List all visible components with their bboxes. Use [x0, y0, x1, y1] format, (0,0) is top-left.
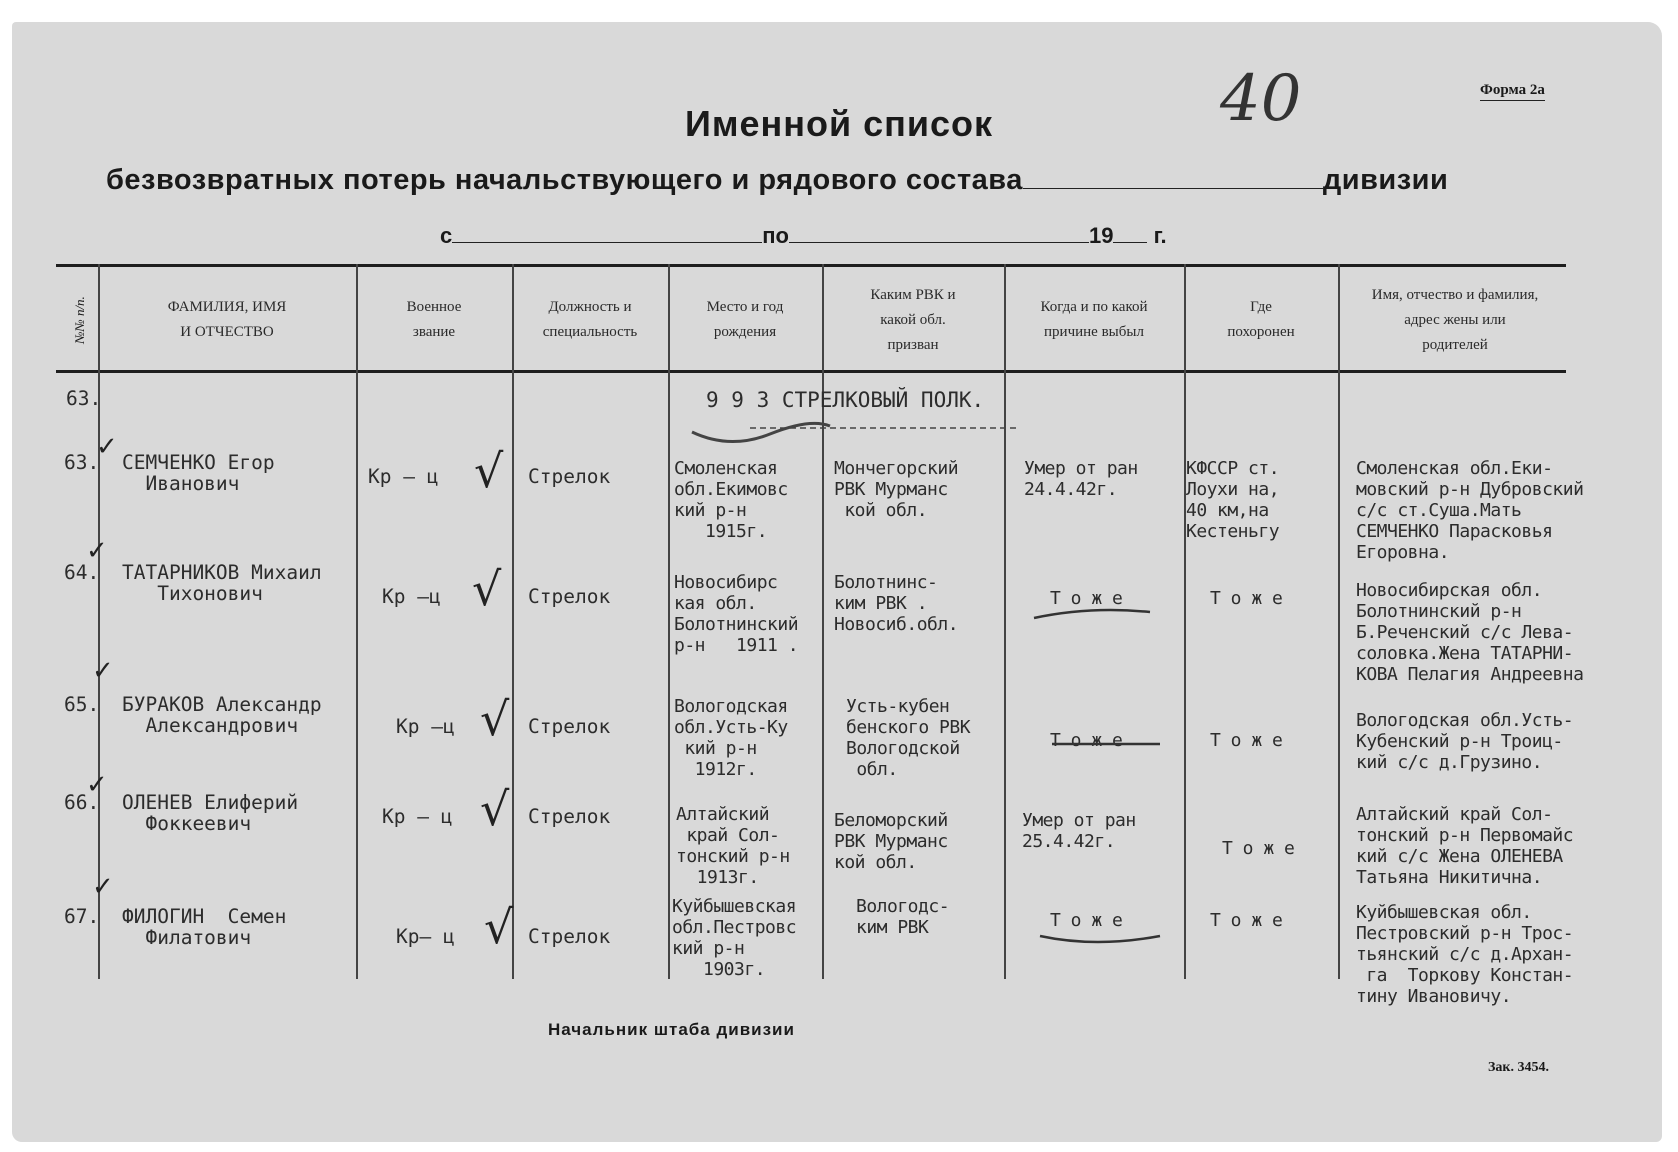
column-divider	[1338, 264, 1340, 979]
burial-place: Т о ж е	[1210, 730, 1283, 751]
column-divider	[822, 264, 824, 979]
birth-place: Вологодская обл.Усть-Ку кий р-н 1912г.	[674, 696, 788, 780]
column-header-relatives: Имя, отчество и фамилия, адрес жены или родителей	[1371, 286, 1539, 353]
birth-place: Куйбышевская обл.Пестровс кий р-н 1903г.	[672, 896, 797, 980]
row-number: 66.	[64, 791, 100, 814]
row-number: 65.	[64, 693, 100, 716]
loss-reason: Т о ж е	[1050, 910, 1123, 931]
table-header-rule	[56, 370, 1566, 373]
loss-reason: Умер от ран 25.4.42г.	[1022, 810, 1136, 852]
date-from-blank	[452, 242, 762, 243]
check-mark-icon: ✓	[96, 432, 118, 462]
birth-place: Новосибирс кая обл. Болотнинский р-н 1911 .	[674, 572, 799, 656]
column-header-num: №№ п/п.	[72, 296, 88, 344]
pen-underline	[1036, 924, 1176, 948]
soldier-name: БУРАКОВ Александр Александрович	[122, 693, 322, 737]
burial-place: Т о ж е	[1222, 838, 1295, 859]
handwritten-page-number: 40	[1220, 62, 1302, 136]
date-from-label: с	[440, 223, 453, 248]
column-header-when: Когда и по какой причине выбыл	[1040, 299, 1148, 340]
check-mark-icon: √	[480, 782, 510, 836]
burial-place: Т о ж е	[1210, 910, 1283, 931]
soldier-name: СЕМЧЕНКО Егор Иванович	[122, 451, 275, 495]
year-suffix: г.	[1153, 223, 1167, 248]
column-header-buried: Где похоронен	[1227, 299, 1295, 340]
column-header-position: Должность и специальность	[542, 299, 638, 340]
soldier-name: ОЛЕНЕВ Елиферий Фоккеевич	[122, 791, 299, 835]
order-number: Зак. 3454.	[1488, 1060, 1549, 1075]
column-divider	[356, 264, 358, 979]
check-mark-icon: √	[480, 692, 510, 746]
check-mark-icon: ✓	[92, 872, 114, 902]
form-label: Форма 2а	[1480, 82, 1545, 101]
soldier-position: Стрелок	[528, 925, 611, 948]
check-mark-icon: ✓	[92, 656, 114, 686]
regiment-underline	[690, 412, 1030, 446]
row-number: 67.	[64, 905, 100, 928]
row-number: 63.	[64, 451, 100, 474]
table-top-rule	[56, 264, 1566, 267]
regiment-row-number: 63.	[66, 387, 102, 410]
check-mark-icon: √	[474, 444, 504, 498]
year-blank	[1113, 242, 1147, 243]
soldier-rank: Кр – ц	[382, 805, 453, 828]
conscription-office: Вологодс- ким РВК	[856, 896, 950, 938]
relatives-info: Новосибирская обл. Болотнинский р-н Б.Реченский с/с Лева- соловка.Жена ТАТАРНИ- КОВА Пелагия Андреевна	[1356, 580, 1584, 685]
pen-underline	[1030, 604, 1170, 624]
document-subtitle	[106, 164, 1448, 197]
loss-reason: Т о ж е	[1050, 730, 1123, 751]
soldier-position: Стрелок	[528, 805, 611, 828]
column-divider	[1184, 264, 1186, 979]
column-header-rvk: Каким РВК и какой обл. призван	[870, 286, 956, 353]
year-prefix: 19	[1088, 223, 1114, 248]
column-header-rank: Военное звание	[406, 299, 462, 340]
soldier-rank: Кр –ц	[396, 715, 455, 738]
subtitle-division: дивизии	[1322, 164, 1449, 196]
soldier-rank: Кр– ц	[396, 925, 455, 948]
column-header-name: ФАМИЛИЯ, ИМЯ И ОТЧЕСТВО	[167, 299, 287, 340]
column-divider	[668, 264, 670, 979]
strike-through	[1050, 732, 1170, 752]
regiment-label: 9 9 3 СТРЕЛКОВЫЙ ПОЛК.	[706, 388, 985, 412]
subtitle-text: безвозвратных потерь начальствующего и рядового состава	[106, 164, 1023, 196]
check-mark-icon: ✓	[86, 536, 108, 566]
burial-place: КФССР ст. Лоухи на, 40 км,на Кестеньгу	[1186, 458, 1280, 542]
birth-place: Алтайский край Сол- тонский р-н 1913г.	[676, 804, 790, 888]
conscription-office: Беломорский РВК Мурманс кой обл.	[834, 810, 948, 873]
column-divider	[512, 264, 514, 979]
soldier-position: Стрелок	[528, 585, 611, 608]
column-header-birth: Место и год рождения	[706, 299, 784, 340]
soldier-name: ТАТАРНИКОВ Михаил Тихонович	[122, 561, 322, 605]
relatives-info: Вологодская обл.Усть- Кубенский р-н Троиц- кий с/с д.Грузино.	[1356, 710, 1574, 773]
relatives-info: Алтайский край Сол- тонский р-н Первомайс кий с/с Жена ОЛЕНЕВА Татьяна Никитична.	[1356, 804, 1574, 888]
column-divider	[1004, 264, 1006, 979]
document-title: Именной список	[684, 103, 994, 144]
birth-place: Смоленская обл.Екимовс кий р-н 1915г.	[674, 458, 788, 542]
date-range-line	[440, 223, 1167, 249]
soldier-rank: Кр – ц	[368, 465, 439, 488]
burial-place: Т о ж е	[1210, 588, 1283, 609]
soldier-name: ФИЛОГИН Семен Филатович	[122, 905, 287, 949]
loss-reason: Т о ж е	[1050, 588, 1123, 609]
soldier-position: Стрелок	[528, 715, 611, 738]
loss-reason: Умер от ран 24.4.42г.	[1024, 458, 1138, 500]
relatives-info: Смоленская обл.Еки- мовский р-н Дубровский с/с ст.Суша.Мать СЕМЧЕНКО Парасковья Егоровна.	[1356, 458, 1584, 563]
relatives-info: Куйбышевская обл. Пестровский р-н Трос- тьянский с/с д.Архан- га Торкову Констан- тину Ивановичу.	[1356, 902, 1574, 1007]
check-mark-icon: ✓	[86, 770, 108, 800]
date-to-label: по	[762, 223, 789, 248]
conscription-office: Усть-кубен бенского РВК Вологодской обл.	[846, 696, 971, 780]
division-blank	[1023, 188, 1323, 189]
check-mark-icon: √	[472, 562, 502, 616]
signature-label: Начальник штаба дивизии	[548, 1020, 795, 1039]
conscription-office: Мончегорский РВК Мурманс кой обл.	[834, 458, 959, 521]
check-mark-icon: √	[484, 900, 514, 954]
soldier-rank: Кр –ц	[382, 585, 441, 608]
conscription-office: Болотнинс- ким РВК . Новосиб.обл.	[834, 572, 959, 635]
row-number: 64.	[64, 561, 100, 584]
soldier-position: Стрелок	[528, 465, 611, 488]
date-to-blank	[789, 242, 1089, 243]
